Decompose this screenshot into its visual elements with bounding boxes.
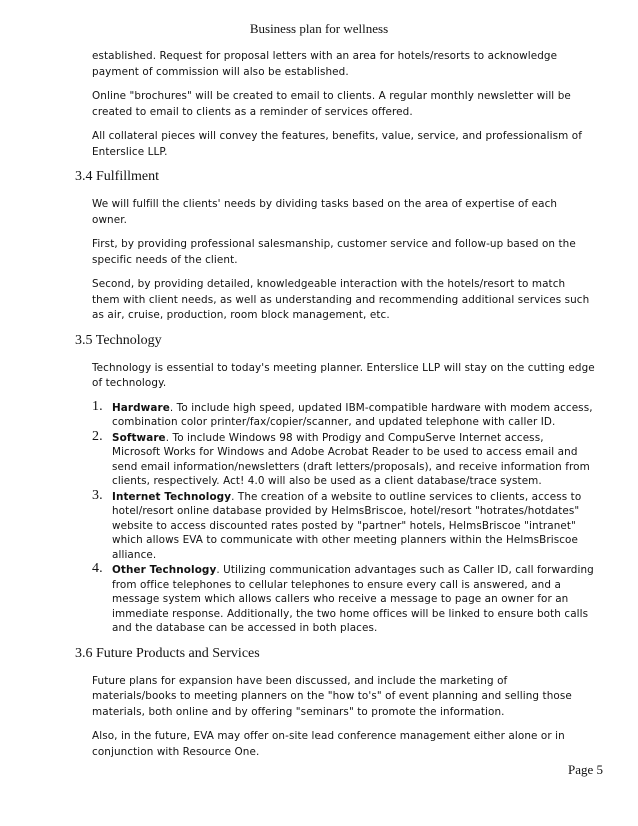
document-body: [75, 49, 595, 769]
paragraph: Online "brochures" will be created to email to clients. A regular monthly newsletter will be created to email to clients as a reminder of services offered.: [92, 90, 571, 118]
item-title: Software: [112, 431, 166, 444]
list-item: [92, 428, 595, 489]
item-title: Other Technology: [112, 564, 217, 576]
item-text: . Utilizing communication advantages such as Caller ID, call forwarding from office telephones to cellular telephones to ensure every call is answered, and a message system which allows callers who receive a message to page an owner for an immediate response. Additionally, the two home offices will be linked to ensure both calls and the database can be accessed in both places.: [112, 564, 594, 634]
paragraph: Future plans for expansion have been discussed, and include the marketing of materials/books to meeting planners on the "how to's" of event planning and selling those materials, both online and by offering "seminars" to promote the information.: [92, 674, 572, 718]
paragraph: First, by providing professional salesmanship, customer service and follow-up based on the specific needs of the client.: [92, 238, 576, 266]
item-title: Hardware: [112, 401, 170, 414]
section-heading-future: 3.6 Future Products and Services: [75, 645, 260, 661]
paragraph: Also, in the future, EVA may offer on-site lead conference management either alone or in conjunction with Resource One.: [92, 730, 565, 758]
list-number: 1.: [92, 398, 103, 414]
section-heading-technology: 3.5 Technology: [75, 332, 162, 348]
section-heading-fulfillment: 3.4 Fulfillment: [75, 169, 159, 184]
technology-list: [92, 398, 595, 636]
page-number: Page 5: [567, 762, 603, 777]
item-text: . The creation of a website to outline services to clients, access to hotel/resort online database provided by HelmsBriscoe, hotel/resort "hotrates/hotdates" website to access discounted rates posted by "partner" hotels, HelmsBriscoe "intranet" which allows EVA to communicate with other meeting planners within the HelmsBriscoe alliance.: [112, 490, 582, 561]
list-item: [92, 398, 595, 430]
paragraph: Second, by providing detailed, knowledgeable interaction with the hotels/resort to match them with client needs, as well as understanding and recommending additional services such as air, cruise, production, room block management, etc.: [92, 278, 590, 321]
paragraph: established. Request for proposal letters with an area for hotels/resorts to acknowledge payment of commission will also be established.: [92, 50, 558, 78]
paragraph: Technology is essential to today's meeting planner. Enterslice LLP will stay on the cutting edge of technology.: [92, 361, 595, 389]
list-number: 2.: [92, 428, 103, 444]
list-item: [92, 487, 595, 563]
item-text: . To include high speed, updated IBM-compatible hardware with modem access, combination color printer/fax/copier/scanner, and updated telephone with caller ID.: [112, 401, 593, 428]
paragraph: All collateral pieces will convey the features, benefits, value, service, and professionalism of Enterslice LLP.: [92, 130, 582, 158]
list-number: 4.: [92, 561, 103, 576]
paragraph: We will fulfill the clients' needs by dividing tasks based on the area of expertise of each owner.: [92, 198, 558, 226]
item-title: Internet Technology: [112, 490, 232, 503]
list-number: 3.: [92, 487, 103, 503]
item-text: . To include Windows 98 with Prodigy and CompuServe Internet access, Microsoft Works for Windows and Adobe Acrobat Reader to be used to access email and send email information/newsletters (draft letters/proposals), and receive information from clients, respectively. Act! 4.0 will also be used as a client database/trace system.: [112, 431, 590, 487]
list-item: [92, 563, 595, 636]
page-header: Business plan for wellness: [249, 21, 389, 36]
